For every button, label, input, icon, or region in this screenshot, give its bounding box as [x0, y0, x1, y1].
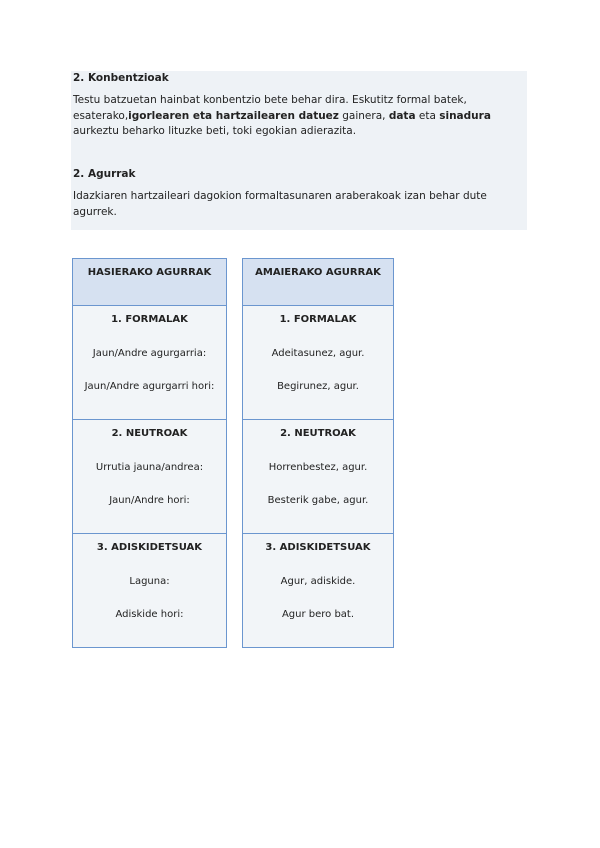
cell-line: Adeitasunez, agur.: [271, 348, 365, 359]
paragraph-line: agurrek.: [73, 205, 117, 218]
agurrak-paragraph: [73, 189, 523, 220]
paragraph-line: [73, 109, 523, 125]
cell-line: Agur bero bat.: [281, 609, 355, 620]
cell-line: Jaun/Andre agurgarria:: [92, 348, 207, 359]
cell-title: 1. FORMALAK: [279, 314, 357, 325]
cell-line: Jaun/Andre agurgarri hori:: [84, 381, 215, 392]
cell-line: Horrenbestez, agur.: [268, 462, 368, 473]
section-heading-konbentzioak: 2. Konbentzioak: [73, 72, 169, 84]
text-run: gainera,: [338, 109, 389, 122]
table-cell: [73, 420, 226, 534]
text-run: eta: [415, 109, 440, 122]
table-header: AMAIERAKO AGURRAK: [243, 259, 393, 306]
cell-title: 3. ADISKIDETSUAK: [265, 542, 371, 553]
paragraph-line: Idazkiaren hartzaileari dagokion formaltasunaren araberakoak izan behar dute: [73, 190, 487, 202]
table-cell: [243, 534, 393, 648]
cell-title: 3. ADISKIDETSUAK: [96, 542, 203, 553]
cell-title: 2. NEUTROAK: [280, 428, 356, 439]
text-run: esaterako,: [73, 109, 129, 122]
bold-text: igorlearen eta hartzailearen datuez: [128, 109, 339, 122]
greetings-end-table: [242, 258, 394, 648]
table-header: HASIERAKO AGURRAK: [73, 259, 226, 306]
section-heading-agurrak: 2. Agurrak: [73, 168, 136, 180]
cell-line: Agur, adiskide.: [280, 576, 356, 587]
cell-title: 2. NEUTROAK: [111, 428, 188, 439]
table-cell: [243, 306, 393, 420]
paragraph-line: aurkeztu beharko lituzke beti, toki egokian adierazita.: [73, 125, 357, 137]
cell-line: Adiskide hori:: [115, 609, 184, 620]
bold-text: sinadura: [439, 109, 491, 122]
cell-line: Laguna:: [129, 576, 170, 587]
cell-line: Besterik gabe, agur.: [267, 495, 369, 506]
bold-text: data: [388, 109, 416, 122]
table-cell: [243, 420, 393, 534]
paragraph-line: Testu batzuetan hainbat konbentzio bete behar dira. Eskutitz formal batek,: [73, 94, 467, 106]
greetings-start-table: [72, 258, 227, 648]
cell-line: Jaun/Andre hori:: [109, 495, 190, 506]
table-cell: [73, 534, 226, 648]
table-cell: [73, 306, 226, 420]
konbentzioak-paragraph: [73, 93, 523, 140]
cell-line: Urrutia jauna/andrea:: [95, 462, 204, 473]
cell-line: Begirunez, agur.: [277, 381, 359, 392]
cell-title: 1. FORMALAK: [111, 314, 188, 325]
